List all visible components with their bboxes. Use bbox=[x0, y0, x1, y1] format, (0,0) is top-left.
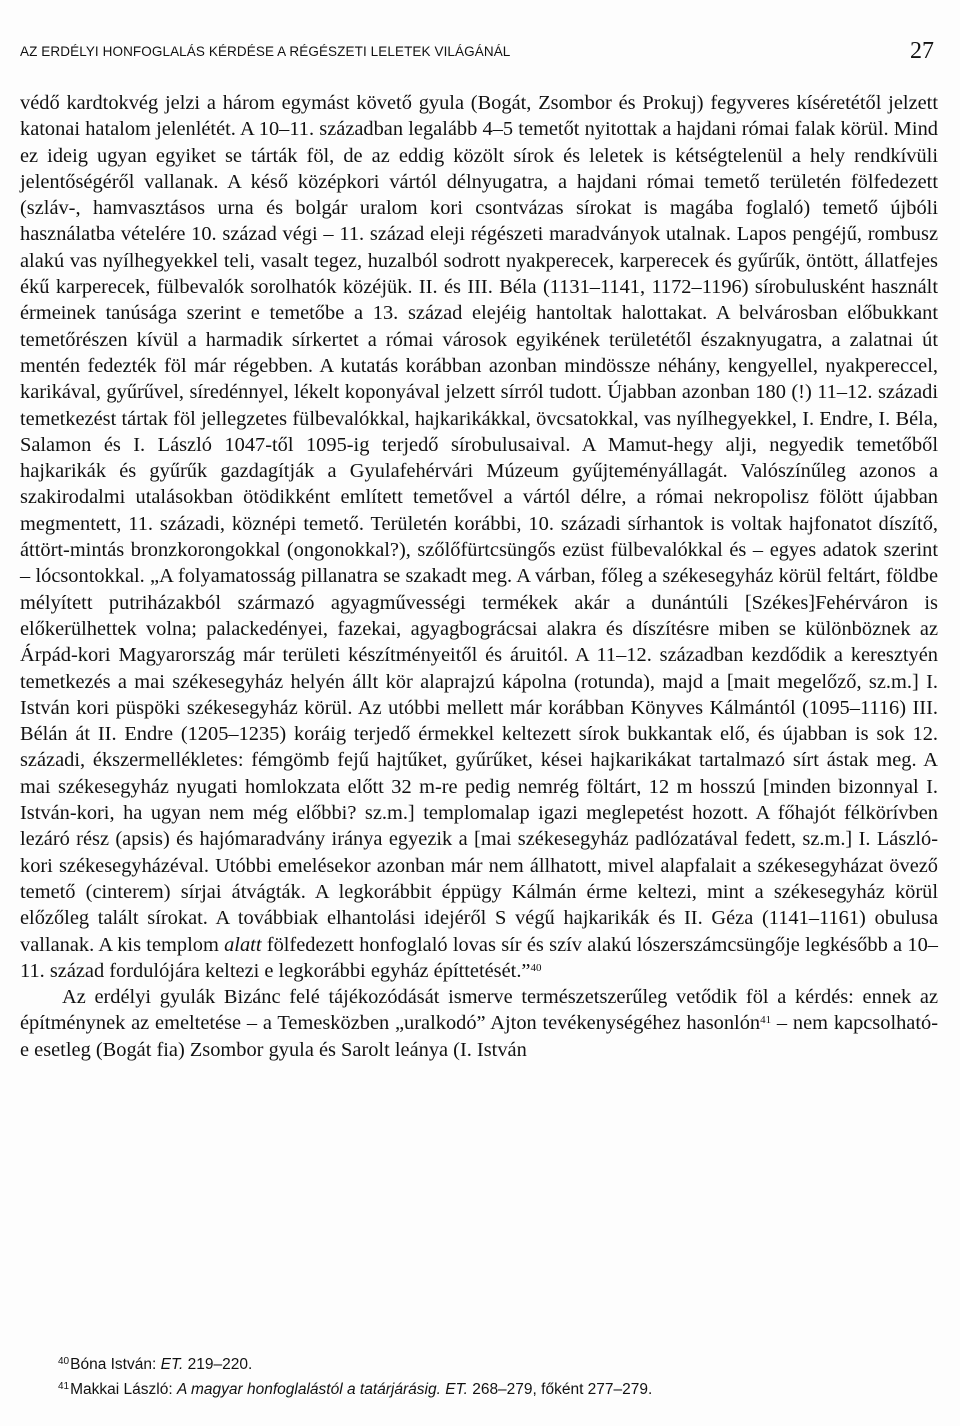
footnote-41-number: 41 bbox=[58, 1381, 70, 1392]
footnotes bbox=[58, 1352, 938, 1402]
paragraph-1 bbox=[20, 90, 938, 984]
paragraph-1-italic: alatt bbox=[224, 933, 262, 956]
footnote-40-number: 40 bbox=[58, 1356, 70, 1367]
running-title: AZ ERDÉLYI HONFOGLALÁS KÉRDÉSE A RÉGÉSZETI LELETEK VILÁGÁNÁL bbox=[20, 44, 511, 59]
footnote-40-author: Bóna István: bbox=[70, 1356, 161, 1373]
footnote-40-title: ET. bbox=[160, 1356, 184, 1373]
paragraph-2-text-a: Az erdélyi gyulák Bizánc felé tájékozódását ismerve természetszerűleg vetődik föl a kérdés: ennek az építménynek az emeltetése – a Temesközben „uralkodó” Ajton tevékenységéhez hasonlón bbox=[20, 986, 938, 1035]
footnote-41-title: A magyar honfoglalástól a tatárjárásig. ET. bbox=[176, 1381, 468, 1398]
paragraph-1-text-a: védő kardtokvég jelzi a három egymást követő gyula (Bogát, Zsombor és Prokuj) fegyveres kíséretétől jelzett katonai hatalom jelenlétét. A 10–11. században legalább 4–5 temetőt nyitottak a hajdani római falak körül. Mind ez ideig ugyan egyiket se tárták föl, de az eddig közölt sírok és leletek is kétségtelenül a hely rendkívüli jelentőségéről vallanak. A késő középkori vártól délnyugatra, a hajdani római temető területén fölfedezett (szláv-, hamvasztásos urna és bolgár uralom kori csontvázas sírokat is magába foglaló) temető újbóli használatba vételére 10. század végi – 11. század eleji régészeti maradványok utalnak. Lapos pengéjű, rombusz alakú vas nyílhegyekkel teli, vasalt tegez, huzalból sodrott nyakperecek, karperecek és gyűrűk, öntött, állatfejes ékű karperecek, fülbevalók sorolhatók közéjük. II. és III. Béla (1131–1141, 1172–1196) sírobulusként használt érmeinek tanúsága szerint e temetőbe a 13. század elejéig hantoltak halottakat. A belvárosban előbukkant temetőrészen kívül a harmadik sírkertet a római városok egyikének területétől északnyugatra, a zalatnai út mentén fedezték föl már régebben. A kutatás korábban azonban mindössze néhány, kengyellel, nyakpereccel, karikával, gyűrűvel, síredénnyel, lékelt koponyával jelzett sírról tudott. Újabban azonban 180 (!) 11–12. századi temetkezést tártak föl jellegzetes fülbevalókkal, hajkarikákkal, övcsatokkal, vas nyílhegyekkel, I. Endre, I. Béla, Salamon és I. László 1047-től 1095-ig terjedő sírobulusaival. A Mamut-hegy alji, negyedik temetőből hajkarikák és gyűrűk gazdagítják a Gyulafehérvári Múzeum gyűjteményállagát. Valószínűleg azonos a szakirodalmi utalásokban ötödikként említett temetővel a vártól délre, a római nekropolisz fölött újabban megmentett, 11. századi, köznépi temető. Területén korábbi, 10. századi sírhantok is voltak hajfonatot díszítő, áttört-mintás bronzkorongokkal (ongonokkal?), szőlőfürtcsüngős ezüst fülbevalókkal és – egyes adatok szerint – lócsontokkal. „A folyamatosság pillanatra se szakadt meg. A várban, főleg a székesegyház körül feltárt, földbe mélyített putriházakból származó agyagművességi termékek akár a dunántúli [Székes]Fehérváron is előkerülhettek volna; palackedényei, fazekai, agyagbográcsai alakra és díszítésre miben se különböznek az Árpád-kori Magyarország már területi készítményeitől és áruitól. A 11–12. században kezdődik a keresztyén temetkezés a mai székesegyház helyén állt kör alaprajzú kápolna (rotunda), majd a [mait megelőző, sz.m.] I. István kori püspöki székesegyház körül. Az utóbbi mellett már korábban Könyves Kálmántól (1095–1116) III. Bélán át II. Endre (1205–1235) koráig terjedő érmekkel keltezett sírok bukkantak elő, és újabban is sok 12. századi, ékszermellékletes: fémgömb fejű hajtűket, gyűrűket, kései hajkarikákat tartalmazó sírt ástak meg. A mai székesegyház nyugati homlokzata előtt 32 m-re pedig nemrég föltárt, 12 m hosszú [minden bizonnyal I. István-kori, ha ugyan nem még előbbi? sz.m.] templomalap igazi meglepetést hozott. A főhajót félkörívben lezáró rész (apsis) és hajómaradvány iránya egyezik a [mai székesegyház padlózatával fedett, sz.m.] I. László-kori székesegyházéval. Utóbbi emelésekor azonban már nem állhatott, mivel alapfalait a székesegyházat övező temető (cinterem) sírjai átvágták. A legkorábbit éppügy Kálmán érme keltezi, mint a székesegyház körül előzőleg talált sírokat. A továbbiak elhantolási idejéről S végű hajkarikák és II. Géza (1141–1161) obulusa vallanak. A kis templom bbox=[20, 92, 938, 956]
paragraph-2 bbox=[20, 984, 938, 1063]
paragraph-2-text-b: – nem kapcsolható-e esetleg (Bogát fia) Zsombor gyula és Sarolt leánya (I. István bbox=[20, 1012, 939, 1061]
footnote-ref-40[interactable]: 40 bbox=[530, 961, 542, 974]
footnote-40-pages: 219–220. bbox=[183, 1356, 253, 1373]
body-text bbox=[20, 90, 938, 1063]
footnote-40 bbox=[58, 1352, 938, 1377]
running-head bbox=[20, 38, 940, 68]
footnote-41-author: Makkai László: bbox=[70, 1381, 177, 1398]
paragraph-1-text-b: fölfedezett honfoglaló lovas sír és szív alakú lószerszámcsüngője legkésőbb a 10–11. század fordulójára keltezi e legkorábbi egyház építtetését.” bbox=[20, 933, 938, 982]
footnote-41-pages: 268–279, főként 277–279. bbox=[467, 1381, 653, 1398]
footnote-ref-41[interactable]: 41 bbox=[760, 1014, 772, 1027]
page-number: 27 bbox=[910, 38, 934, 64]
footnote-41 bbox=[58, 1377, 938, 1402]
